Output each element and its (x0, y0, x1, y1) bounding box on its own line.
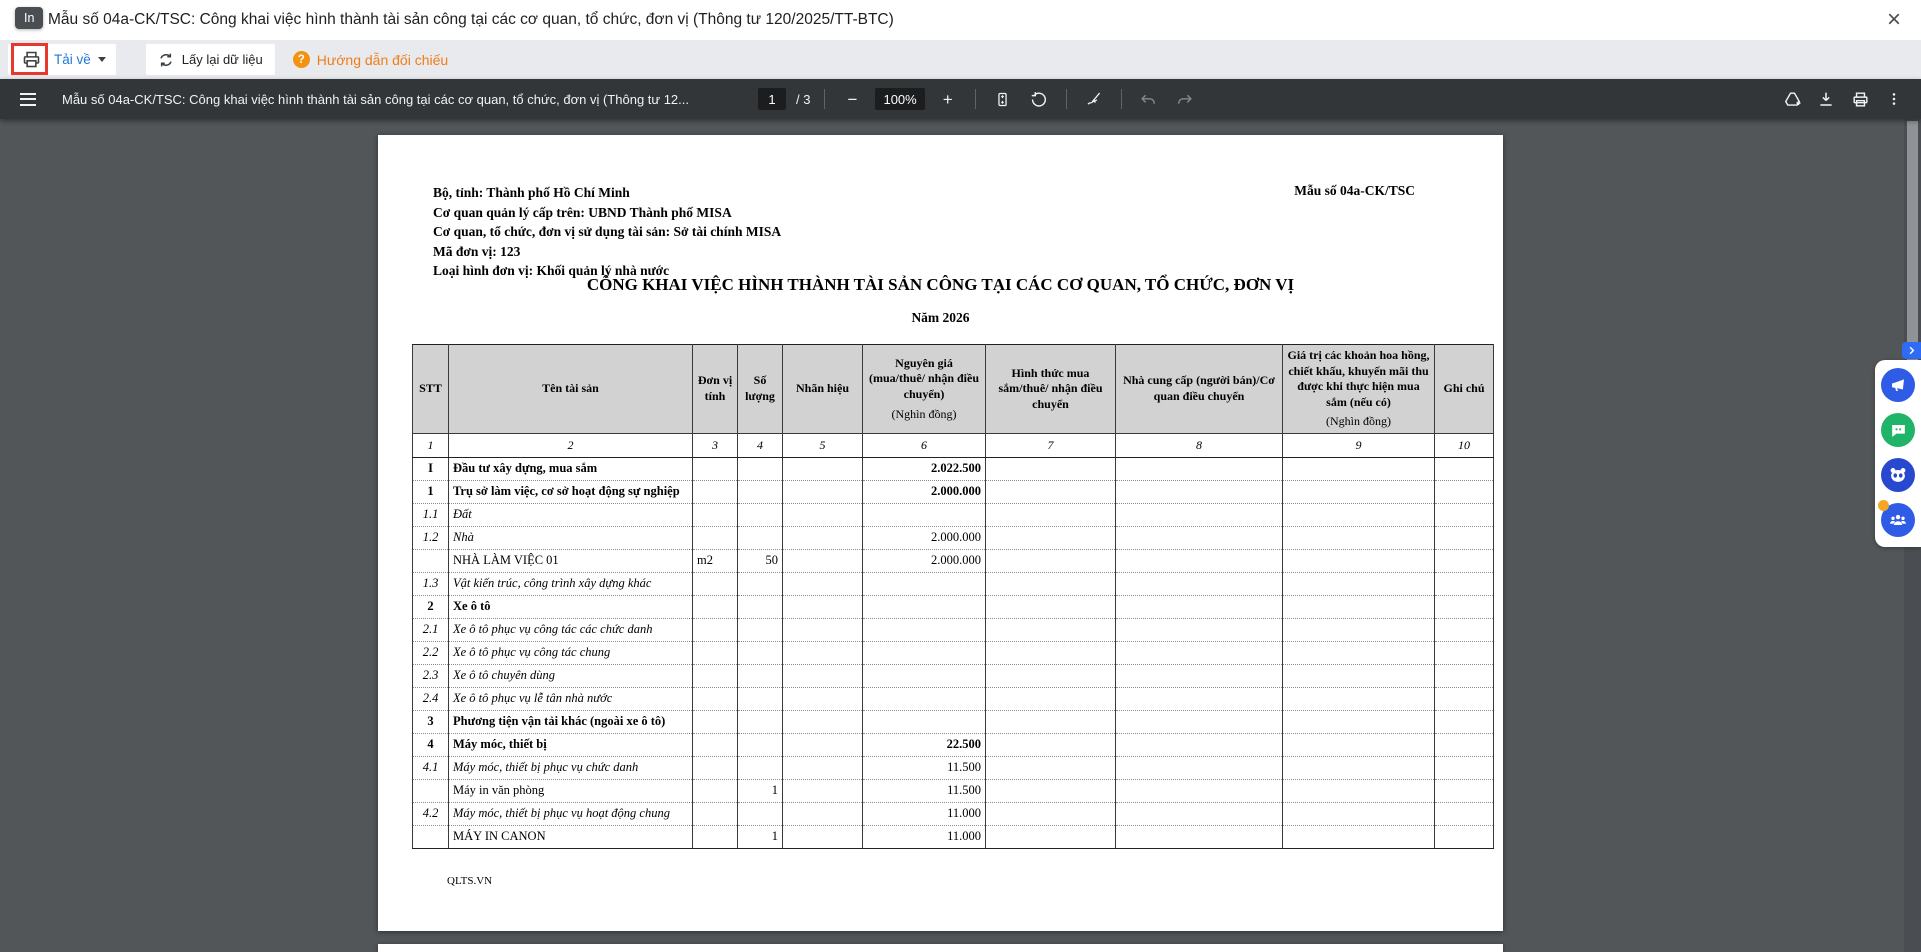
table-cell (1283, 595, 1435, 618)
print-tooltip: In (15, 7, 43, 29)
table-cell (783, 733, 863, 756)
table-cell (1116, 549, 1283, 572)
table-cell (1435, 664, 1494, 687)
document-year: Năm 2026 (911, 310, 970, 325)
table-cell (693, 618, 738, 641)
table-cell (1435, 480, 1494, 503)
table-cell (1116, 480, 1283, 503)
table-cell (1435, 526, 1494, 549)
zoom-level-input[interactable]: 100% (875, 88, 924, 110)
table-cell (693, 756, 738, 779)
column-header: Hình thức mua sắm/thuê/ nhận điều chuyển (986, 345, 1116, 434)
table-cell (1116, 710, 1283, 733)
table-cell (1283, 480, 1435, 503)
column-header: Nguyên giá (mua/thuê/ nhận điều chuyển) (Nghìn đồng) (863, 345, 986, 434)
table-cell (1116, 641, 1283, 664)
table-cell (986, 618, 1116, 641)
meta-line: Bộ, tỉnh: Thành phố Hồ Chí Minh (433, 185, 630, 200)
table-cell (986, 710, 1116, 733)
table-cell (783, 802, 863, 825)
table-cell (1116, 526, 1283, 549)
table-cell: 2.000.000 (863, 549, 986, 572)
table-cell (1435, 457, 1494, 480)
table-cell (1116, 618, 1283, 641)
table-cell (986, 549, 1116, 572)
chatbot-button[interactable] (1881, 458, 1915, 492)
table-row (413, 779, 1494, 802)
print-icon[interactable] (16, 49, 46, 70)
table-cell (986, 595, 1116, 618)
table-cell (783, 664, 863, 687)
meta-line: Mã đơn vị: 123 (433, 243, 521, 259)
table-cell (693, 733, 738, 756)
table-cell: Xe ô tô chuyên dùng (449, 664, 693, 687)
table-cell: m2 (693, 549, 738, 572)
table-cell (1435, 641, 1494, 664)
table-cell (1283, 503, 1435, 526)
table-row (413, 618, 1494, 641)
support-widget-panel (1875, 360, 1921, 547)
table-cell (986, 779, 1116, 802)
table-cell (1116, 503, 1283, 526)
table-cell: Nhà (449, 526, 693, 549)
pdf-page-2-edge (378, 944, 1503, 952)
table-row (413, 549, 1494, 572)
table-cell (738, 572, 783, 595)
table-cell (1435, 549, 1494, 572)
table-cell: Xe ô tô phục vụ công tác các chức danh (449, 618, 693, 641)
table-cell (863, 710, 986, 733)
table-cell (783, 549, 863, 572)
table-cell (738, 641, 783, 664)
print-icon[interactable] (1847, 86, 1873, 112)
fit-page-icon[interactable] (990, 86, 1016, 112)
save-to-drive-icon[interactable] (1779, 86, 1805, 112)
pdf-toolbar-right (1779, 79, 1907, 119)
table-cell: 4 (413, 733, 449, 756)
column-number: 1 (413, 433, 449, 457)
table-cell (693, 480, 738, 503)
table-cell (693, 687, 738, 710)
table-cell (413, 825, 449, 848)
table-cell: Xe ô tô phục vụ công tác chung (449, 641, 693, 664)
table-cell: 2.000.000 (863, 480, 986, 503)
table-cell (1116, 664, 1283, 687)
column-header: Nhãn hiệu (783, 345, 863, 434)
table-cell (1116, 802, 1283, 825)
table-cell: Xe ô tô (449, 595, 693, 618)
table-cell (986, 664, 1116, 687)
table-cell (1283, 756, 1435, 779)
table-cell: 2.2 (413, 641, 449, 664)
table-cell (783, 641, 863, 664)
table-cell (1116, 457, 1283, 480)
table-cell (986, 733, 1116, 756)
table-cell (986, 756, 1116, 779)
table-cell: 1.3 (413, 572, 449, 595)
document-meta (433, 183, 781, 281)
table-cell (413, 779, 449, 802)
toolbar-separator (824, 89, 825, 109)
table-cell (1283, 687, 1435, 710)
table-cell (783, 526, 863, 549)
column-header: STT (413, 345, 449, 434)
table-cell (986, 687, 1116, 710)
column-header: Ghi chú (1435, 345, 1494, 434)
table-cell (1435, 733, 1494, 756)
table-cell: Phương tiện vận tải khác (ngoài xe ô tô) (449, 710, 693, 733)
table-cell (863, 664, 986, 687)
table-cell: Máy móc, thiết bị phục vụ hoạt động chung (449, 802, 693, 825)
table-cell (1435, 595, 1494, 618)
table-cell: Vật kiến trúc, công trình xây dựng khác (449, 572, 693, 595)
table-cell (738, 457, 783, 480)
table-cell: Xe ô tô phục vụ lễ tân nhà nước (449, 687, 693, 710)
table-cell: 11.500 (863, 756, 986, 779)
table-cell: 4.1 (413, 756, 449, 779)
table-cell: NHÀ LÀM VIỆC 01 (449, 549, 693, 572)
table-cell: 1 (738, 825, 783, 848)
table-cell (783, 457, 863, 480)
table-cell (693, 572, 738, 595)
table-cell: Đất (449, 503, 693, 526)
table-cell (1283, 549, 1435, 572)
table-cell: 2 (413, 595, 449, 618)
table-cell (1435, 825, 1494, 848)
pdf-content-area[interactable] (0, 119, 1921, 952)
table-cell (863, 572, 986, 595)
table-cell (783, 503, 863, 526)
table-row (413, 595, 1494, 618)
table-cell (738, 687, 783, 710)
table-cell: 1.2 (413, 526, 449, 549)
column-number: 10 (1435, 433, 1494, 457)
pdf-page-controls (758, 79, 1198, 119)
table-cell (986, 825, 1116, 848)
table-row (413, 480, 1494, 503)
table-cell (738, 756, 783, 779)
table-row (413, 710, 1494, 733)
table-cell (986, 572, 1116, 595)
page-number-input[interactable]: 1 (758, 88, 786, 110)
table-cell (1283, 710, 1435, 733)
table-cell (1435, 756, 1494, 779)
table-cell (738, 480, 783, 503)
table-cell (783, 480, 863, 503)
refresh-button-label: Lấy lại dữ liệu (181, 52, 263, 67)
zoom-in-button[interactable]: + (942, 89, 953, 109)
table-cell (693, 825, 738, 848)
column-header: Giá trị các khoản hoa hồng, chiết khấu, khuyến mãi thu được khi thực hiện mua sắm (nếu có) (Nghìn đồng) (1283, 345, 1435, 434)
table-cell: 2.1 (413, 618, 449, 641)
table-cell (783, 756, 863, 779)
table-cell (986, 457, 1116, 480)
table-cell (986, 802, 1116, 825)
table-cell: Máy móc, thiết bị (449, 733, 693, 756)
table-cell: MÁY IN CANON (449, 825, 693, 848)
download-button-group[interactable] (8, 44, 116, 75)
chevron-down-icon[interactable] (98, 57, 106, 62)
table-cell (1435, 503, 1494, 526)
table-cell (693, 457, 738, 480)
table-cell (1283, 618, 1435, 641)
column-number: 9 (1283, 433, 1435, 457)
table-cell: 11.500 (863, 779, 986, 802)
asset-table-body (413, 457, 1494, 848)
table-cell (986, 480, 1116, 503)
guide-link[interactable] (293, 51, 448, 68)
header-row (413, 345, 1494, 434)
table-row (413, 526, 1494, 549)
table-cell (1116, 756, 1283, 779)
meta-line: Cơ quan quản lý cấp trên: UBND Thành phố MISA (433, 204, 732, 220)
table-row (413, 687, 1494, 710)
table-cell (1435, 572, 1494, 595)
table-cell: 2.3 (413, 664, 449, 687)
table-cell (783, 572, 863, 595)
table-cell (863, 595, 986, 618)
table-cell: Máy in văn phòng (449, 779, 693, 802)
table-cell: 50 (738, 549, 783, 572)
download-button-label[interactable]: Tải về (54, 52, 91, 67)
table-cell (738, 595, 783, 618)
table-cell (1435, 687, 1494, 710)
table-cell (783, 779, 863, 802)
table-cell (1116, 595, 1283, 618)
download-icon[interactable] (1813, 86, 1839, 112)
table-cell: 22.500 (863, 733, 986, 756)
table-cell (783, 687, 863, 710)
table-cell: 11.000 (863, 825, 986, 848)
table-cell: 2.000.000 (863, 526, 986, 549)
table-cell (1435, 802, 1494, 825)
table-cell (693, 710, 738, 733)
table-cell (1116, 733, 1283, 756)
table-cell (783, 595, 863, 618)
table-cell (1283, 802, 1435, 825)
table-cell (693, 503, 738, 526)
table-cell (783, 618, 863, 641)
table-row (413, 503, 1494, 526)
page-total-label: / 3 (796, 91, 811, 107)
table-cell (1283, 641, 1435, 664)
notification-badge (1878, 500, 1889, 511)
form-number: Mẫu số 04a-CK/TSC (1294, 183, 1415, 198)
meta-line: Cơ quan, tổ chức, đơn vị sử dụng tài sản: Sở tài chính MISA (433, 224, 782, 239)
table-cell: 1 (413, 480, 449, 503)
table-cell (693, 595, 738, 618)
table-row (413, 756, 1494, 779)
table-cell (738, 618, 783, 641)
pdf-page-1 (378, 135, 1503, 931)
column-number: 3 (693, 433, 738, 457)
column-header: Nhà cung cấp (người bán)/Cơ quan điều chuyển (1116, 345, 1283, 434)
refresh-icon (158, 52, 174, 68)
rotate-icon[interactable] (1026, 86, 1052, 112)
megaphone-icon (1889, 376, 1907, 394)
table-cell: 1 (738, 779, 783, 802)
guide-link-label: Hướng dẫn đối chiếu (316, 51, 449, 68)
action-bar (0, 40, 1921, 79)
table-cell (1435, 618, 1494, 641)
column-number: 7 (986, 433, 1116, 457)
table-cell: Đầu tư xây dựng, mua sắm (449, 457, 693, 480)
chat-bubble-icon (1889, 421, 1908, 440)
column-number: 8 (1116, 433, 1283, 457)
table-cell (738, 710, 783, 733)
pdf-doc-title: Mẫu số 04a-CK/TSC: Công khai việc hình thành tài sản công tại các cơ quan, tổ chức, đơn vị (Thông tư 12... (62, 91, 690, 107)
table-cell (1116, 687, 1283, 710)
table-cell: 11.000 (863, 802, 986, 825)
column-number: 4 (738, 433, 783, 457)
table-cell: 2.4 (413, 687, 449, 710)
meta-line: Loại hình đơn vị: Khối quản lý nhà nước (433, 263, 670, 278)
table-cell (413, 549, 449, 572)
close-icon[interactable]: × (1886, 6, 1901, 33)
widget-collapse-tab[interactable] (1902, 342, 1921, 359)
column-header: Đơn vị tính (693, 345, 738, 434)
table-cell (1283, 779, 1435, 802)
table-cell (986, 526, 1116, 549)
modal-title: Mẫu số 04a-CK/TSC: Công khai việc hình thành tài sản công tại các cơ quan, tổ chức, đơn vị (Thông tư 120/2025/TT-BTC) (48, 11, 894, 28)
table-cell (693, 664, 738, 687)
table-cell (1283, 457, 1435, 480)
column-number: 6 (863, 433, 986, 457)
table-cell: 3 (413, 710, 449, 733)
chat-button[interactable] (1881, 413, 1915, 447)
table-cell (1283, 664, 1435, 687)
table-cell (986, 503, 1116, 526)
asset-table-header (413, 345, 1494, 458)
modal-header (0, 0, 1921, 40)
table-row (413, 664, 1494, 687)
column-number: 5 (783, 433, 863, 457)
table-cell (1116, 825, 1283, 848)
annotate-pen-icon[interactable] (1081, 86, 1107, 112)
column-number-row (413, 433, 1494, 457)
table-cell (738, 664, 783, 687)
refresh-data-button[interactable] (146, 44, 275, 75)
asset-table (412, 344, 1494, 849)
table-cell (783, 710, 863, 733)
table-cell: Trụ sở làm việc, cơ sở hoạt động sự nghiệp (449, 480, 693, 503)
table-cell (863, 687, 986, 710)
table-cell (1435, 710, 1494, 733)
table-cell (1283, 825, 1435, 848)
undo-icon[interactable] (1136, 86, 1162, 112)
table-cell (986, 641, 1116, 664)
table-cell: 1.1 (413, 503, 449, 526)
table-cell (1283, 526, 1435, 549)
column-header: Tên tài sản (449, 345, 693, 434)
question-icon: ? (293, 51, 310, 68)
table-cell (863, 618, 986, 641)
table-row (413, 802, 1494, 825)
table-cell (693, 641, 738, 664)
table-cell (1283, 733, 1435, 756)
table-cell (1283, 572, 1435, 595)
redo-icon[interactable] (1172, 86, 1198, 112)
table-cell (863, 503, 986, 526)
column-header: Số lượng (738, 345, 783, 434)
column-number: 2 (449, 433, 693, 457)
table-cell (738, 802, 783, 825)
table-cell (738, 526, 783, 549)
table-cell: 4.2 (413, 802, 449, 825)
table-row (413, 457, 1494, 480)
table-cell: 2.022.500 (863, 457, 986, 480)
table-cell (1435, 779, 1494, 802)
document-title: CÔNG KHAI VIỆC HÌNH THÀNH TÀI SẢN CÔNG TẠI CÁC CƠ QUAN, TỔ CHỨC, ĐƠN VỊ (586, 275, 1295, 294)
page-footer: QLTS.VN (447, 875, 493, 887)
panda-bot-icon (1887, 464, 1909, 486)
table-row (413, 641, 1494, 664)
table-cell (783, 825, 863, 848)
people-icon (1888, 510, 1908, 530)
table-row (413, 572, 1494, 595)
table-cell (693, 802, 738, 825)
toolbar-separator (1066, 89, 1067, 109)
zoom-out-button[interactable]: − (847, 89, 858, 109)
toolbar-separator (975, 89, 976, 109)
table-cell: I (413, 457, 449, 480)
pdf-toolbar (0, 79, 1921, 119)
table-cell (738, 733, 783, 756)
announcement-button[interactable] (1881, 368, 1915, 402)
table-cell (1116, 572, 1283, 595)
table-cell (693, 526, 738, 549)
table-cell: Máy móc, thiết bị phục vụ chức danh (449, 756, 693, 779)
table-cell (693, 779, 738, 802)
more-options-icon[interactable] (1881, 86, 1907, 112)
table-cell (863, 641, 986, 664)
table-row (413, 733, 1494, 756)
toolbar-separator (1121, 89, 1122, 109)
table-cell (1116, 779, 1283, 802)
table-cell (738, 503, 783, 526)
community-button[interactable] (1881, 503, 1915, 537)
menu-icon[interactable] (16, 84, 46, 114)
table-row (413, 825, 1494, 848)
